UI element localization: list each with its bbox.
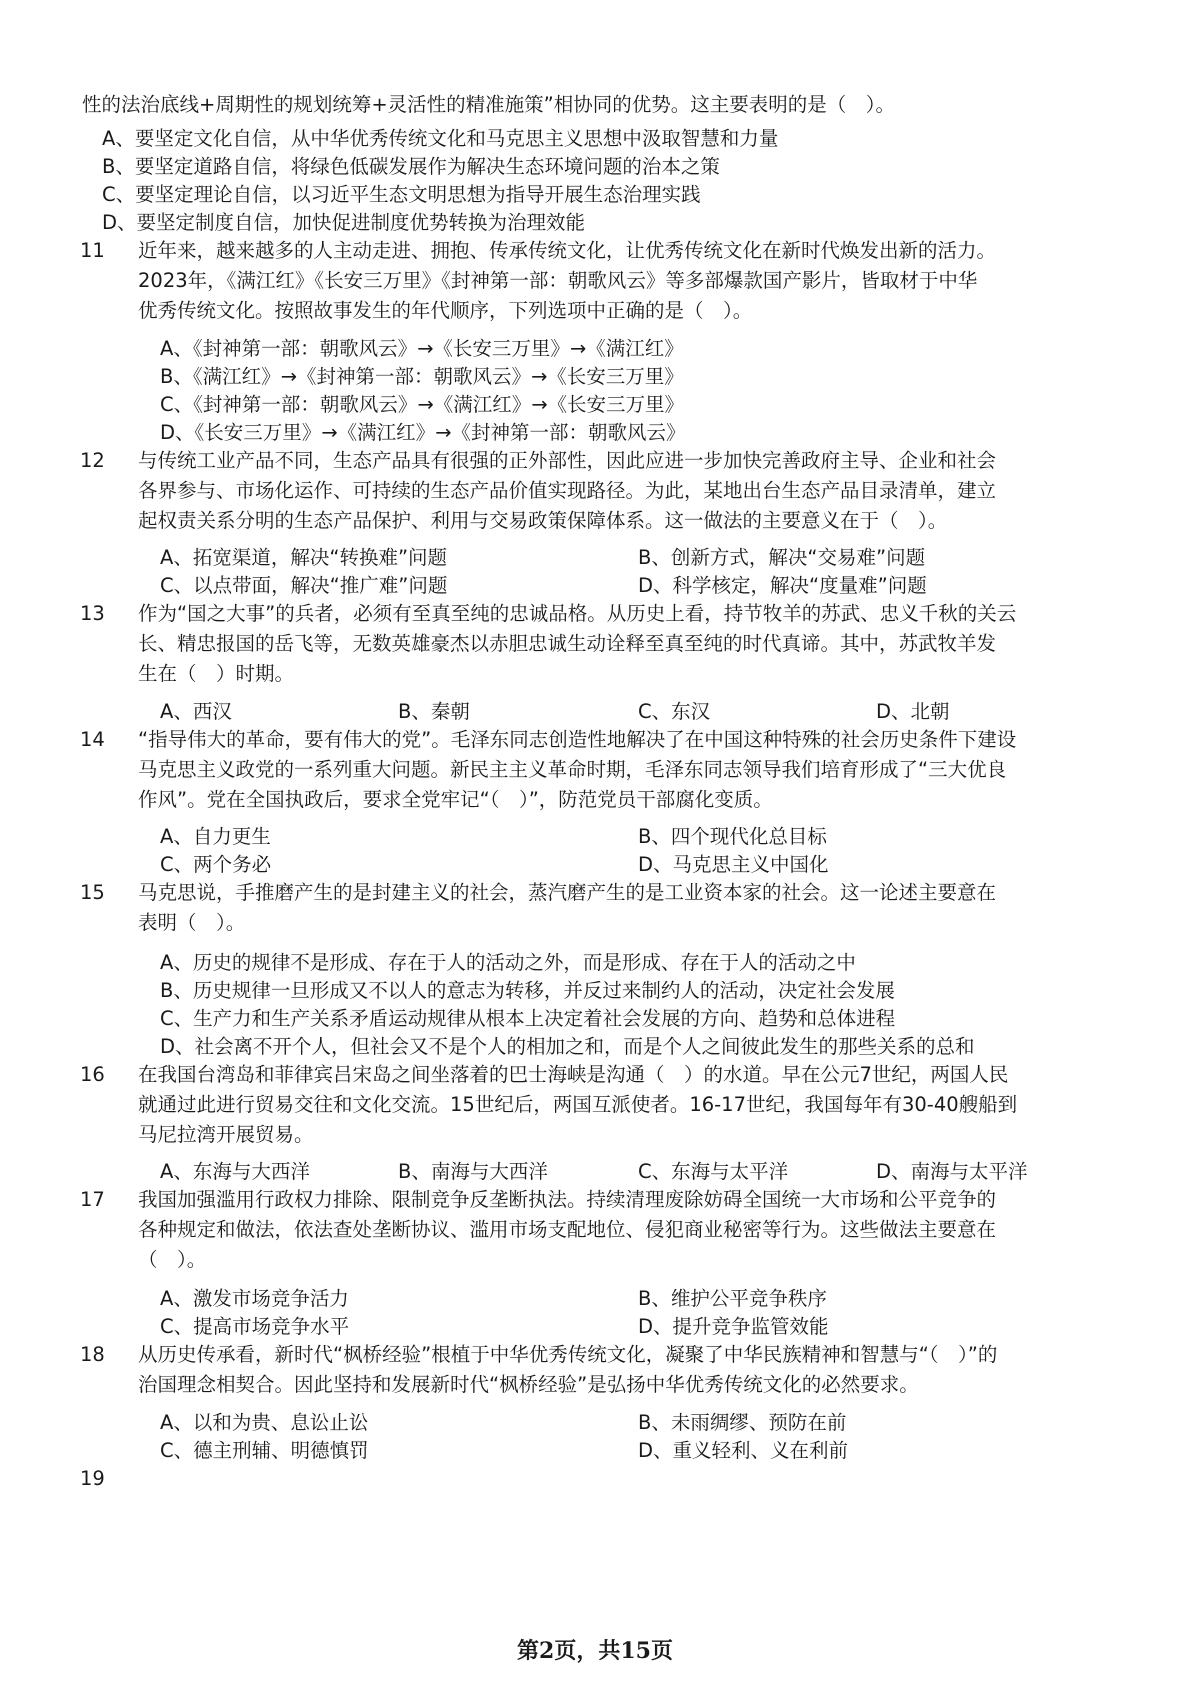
stem-line: 生在（ ）时期。: [138, 662, 295, 685]
question-15-option-b: B、历史规律一旦形成又不以人的意志为转移，并反过来制约人的活动，决定社会发展: [160, 979, 895, 1002]
question-16-option-d: D、南海与太平洋: [876, 1160, 1028, 1183]
question-11-option-b: B、《满江红》→《封神第一部：朝歌风云》→《长安三万里》: [160, 365, 684, 388]
stem-line: 起权责关系分明的生态产品保护、利用与交易政策保障体系。这一做法的主要意义在于（ ）。: [138, 509, 948, 532]
question-15-option-a: A、历史的规律不是形成、存在于人的活动之外，而是形成、存在于人的活动之中: [160, 951, 856, 974]
question-18-option-d: D、重义轻利、义在利前: [638, 1439, 849, 1462]
question-16-option-b: B、南海与大西洋: [398, 1160, 548, 1183]
question-18-option-c: C、德主刑辅、明德慎罚: [160, 1439, 369, 1462]
question-17-stem: [138, 1185, 1098, 1275]
stem-line: 从历史传承看，新时代“枫桥经验”根植于中华优秀传统文化，凝聚了中华民族精神和智慧与“（ ）”的: [138, 1343, 998, 1366]
question-11-stem: [138, 236, 1098, 326]
question-10-option-b: B、要坚定道路自信，将绿色低碳发展作为解决生态环境问题的治本之策: [102, 155, 720, 178]
question-number: 16: [80, 1063, 105, 1086]
stem-line: 我国加强滥用行政权力排除、限制竞争反垄断执法。持续清理废除妨碍全国统一大市场和公平竞争的: [138, 1188, 997, 1211]
question-number: 13: [80, 602, 105, 625]
question-number: 17: [80, 1188, 105, 1211]
question-18-option-b: B、未雨绸缪、预防在前: [638, 1411, 847, 1434]
question-17-option-c: C、提高市场竞争水平: [160, 1315, 350, 1338]
question-18-stem: [138, 1340, 1098, 1400]
stem-line: “指导伟大的革命，要有伟大的党”。毛泽东同志创造性地解决了在中国这种特殊的社会历史条件下建设: [138, 728, 1017, 751]
question-12-option-a: A、拓宽渠道，解决“转换难”问题: [160, 546, 448, 569]
question-12-option-d: D、科学核定，解决“度量难”问题: [638, 574, 927, 597]
question-12-option-c: C、以点带面，解决“推广难”问题: [160, 574, 448, 597]
page-footer: 第2页，共15页: [517, 1638, 673, 1664]
question-number: 18: [80, 1343, 105, 1366]
question-13-option-c: C、东汉: [638, 700, 711, 723]
question-number: 12: [80, 449, 105, 472]
question-15-option-d: D、社会离不开个人，但社会又不是个人的相加之和，而是个人之间彼此发生的那些关系的总和: [160, 1035, 975, 1058]
question-12-option-b: B、创新方式，解决“交易难”问题: [638, 546, 926, 569]
question-16-option-a: A、东海与大西洋: [160, 1160, 310, 1183]
stem-line: 各种规定和做法，依法查处垄断协议、滥用市场支配地位、侵犯商业秘密等行为。这些做法主要意在: [138, 1218, 997, 1241]
stem-line: 2023年，《满江红》《长安三万里》《封神第一部：朝歌风云》等多部爆款国产影片，皆取材于中华: [138, 269, 978, 292]
stem-line: 与传统工业产品不同，生态产品具有很强的正外部性，因此应进一步加快完善政府主导、企业和社会: [138, 449, 997, 472]
question-10-option-a: A、要坚定文化自信，从中华优秀传统文化和马克思主义思想中汲取智慧和力量: [102, 127, 779, 150]
question-17-option-a: A、激发市场竞争活力: [160, 1287, 349, 1310]
stem-line: （ ）。: [138, 1248, 207, 1271]
stem-line: 各界参与、市场化运作、可持续的生态产品价值实现路径。为此，某地出台生态产品目录清单，建立: [138, 479, 997, 502]
question-10-stem-tail: 性的法治底线+周期性的规划统筹+灵活性的精准施策”相协同的优势。这主要表明的是（ ）。: [82, 93, 896, 116]
question-14-option-c: C、两个务必: [160, 853, 272, 876]
stem-line: 马克思主义政党的一系列重大问题。新民主主义革命时期，毛泽东同志领导我们培育形成了“三大优良: [138, 758, 1007, 781]
question-number: 11: [80, 239, 105, 262]
question-10-option-c: C、要坚定理论自信，以习近平生态文明思想为指导开展生态治理实践: [102, 183, 701, 206]
question-11-option-a: A、《封神第一部：朝歌风云》→《长安三万里》→《满江红》: [160, 337, 684, 360]
stem-line: 长、精忠报国的岳飞等，无数英雄豪杰以赤胆忠诚生动诠释至真至纯的时代真谛。其中，苏武牧羊发: [138, 632, 997, 655]
question-14-option-d: D、马克思主义中国化: [638, 853, 829, 876]
question-13-stem: [138, 599, 1098, 689]
question-number: 15: [80, 881, 105, 904]
stem-line: 优秀传统文化。按照故事发生的年代顺序，下列选项中正确的是（ ）。: [138, 299, 753, 322]
stem-line: 就通过此进行贸易交往和文化交流。15世纪后，两国互派使者。16-17世纪，我国每年有30-40艘船到: [138, 1093, 1018, 1116]
question-18-option-a: A、以和为贵、息讼止讼: [160, 1411, 369, 1434]
question-15-option-c: C、生产力和生产关系矛盾运动规律从根本上决定着社会发展的方向、趋势和总体进程: [160, 1007, 896, 1030]
question-15-stem: [138, 878, 1098, 938]
question-12-stem: [138, 446, 1098, 536]
question-13-option-b: B、秦朝: [398, 700, 470, 723]
question-14-option-b: B、四个现代化总目标: [638, 825, 827, 848]
question-16-stem: [138, 1060, 1098, 1150]
question-16-option-c: C、东海与太平洋: [638, 1160, 789, 1183]
question-14-option-a: A、自力更生: [160, 825, 271, 848]
stem-line: 近年来，越来越多的人主动走进、拥抱、传承传统文化，让优秀传统文化在新时代焕发出新的活力。: [138, 239, 997, 262]
stem-line: 作为“国之大事”的兵者，必须有至真至纯的忠诚品格。从历史上看，持节牧羊的苏武、忠义千秋的关云: [138, 602, 1017, 625]
stem-line: 马克思说，手推磨产生的是封建主义的社会，蒸汽磨产生的是工业资本家的社会。这一论述主要意在: [138, 881, 997, 904]
question-10-option-d: D、要坚定制度自信，加快促进制度优势转换为治理效能: [102, 211, 586, 234]
stem-line: 治国理念相契合。因此坚持和发展新时代“枫桥经验”是弘扬中华优秀传统文化的必然要求。: [138, 1373, 919, 1396]
question-11-option-d: D、《长安三万里》→《满江红》→《封神第一部：朝歌风云》: [160, 421, 686, 444]
question-13-option-d: D、北朝: [876, 700, 950, 723]
question-17-option-b: B、维护公平竞争秩序: [638, 1287, 827, 1310]
question-13-option-a: A、西汉: [160, 700, 232, 723]
stem-line: 马尼拉湾开展贸易。: [138, 1123, 314, 1146]
question-number: 14: [80, 728, 105, 751]
question-11-option-c: C、《封神第一部：朝歌风云》→《满江红》→《长安三万里》: [160, 393, 685, 416]
stem-line: 在我国台湾岛和菲律宾吕宋岛之间坐落着的巴士海峡是沟通（ ）的水道。早在公元7世纪，两国人民: [138, 1063, 1009, 1086]
question-number: 19: [80, 1467, 105, 1490]
stem-line: 作风”。党在全国执政后，要求全党牢记“（ ）”，防范党员干部腐化变质。: [138, 788, 773, 811]
stem-line: 表明（ ）。: [138, 911, 246, 934]
question-17-option-d: D、提升竞争监管效能: [638, 1315, 829, 1338]
question-14-stem: [138, 725, 1098, 815]
